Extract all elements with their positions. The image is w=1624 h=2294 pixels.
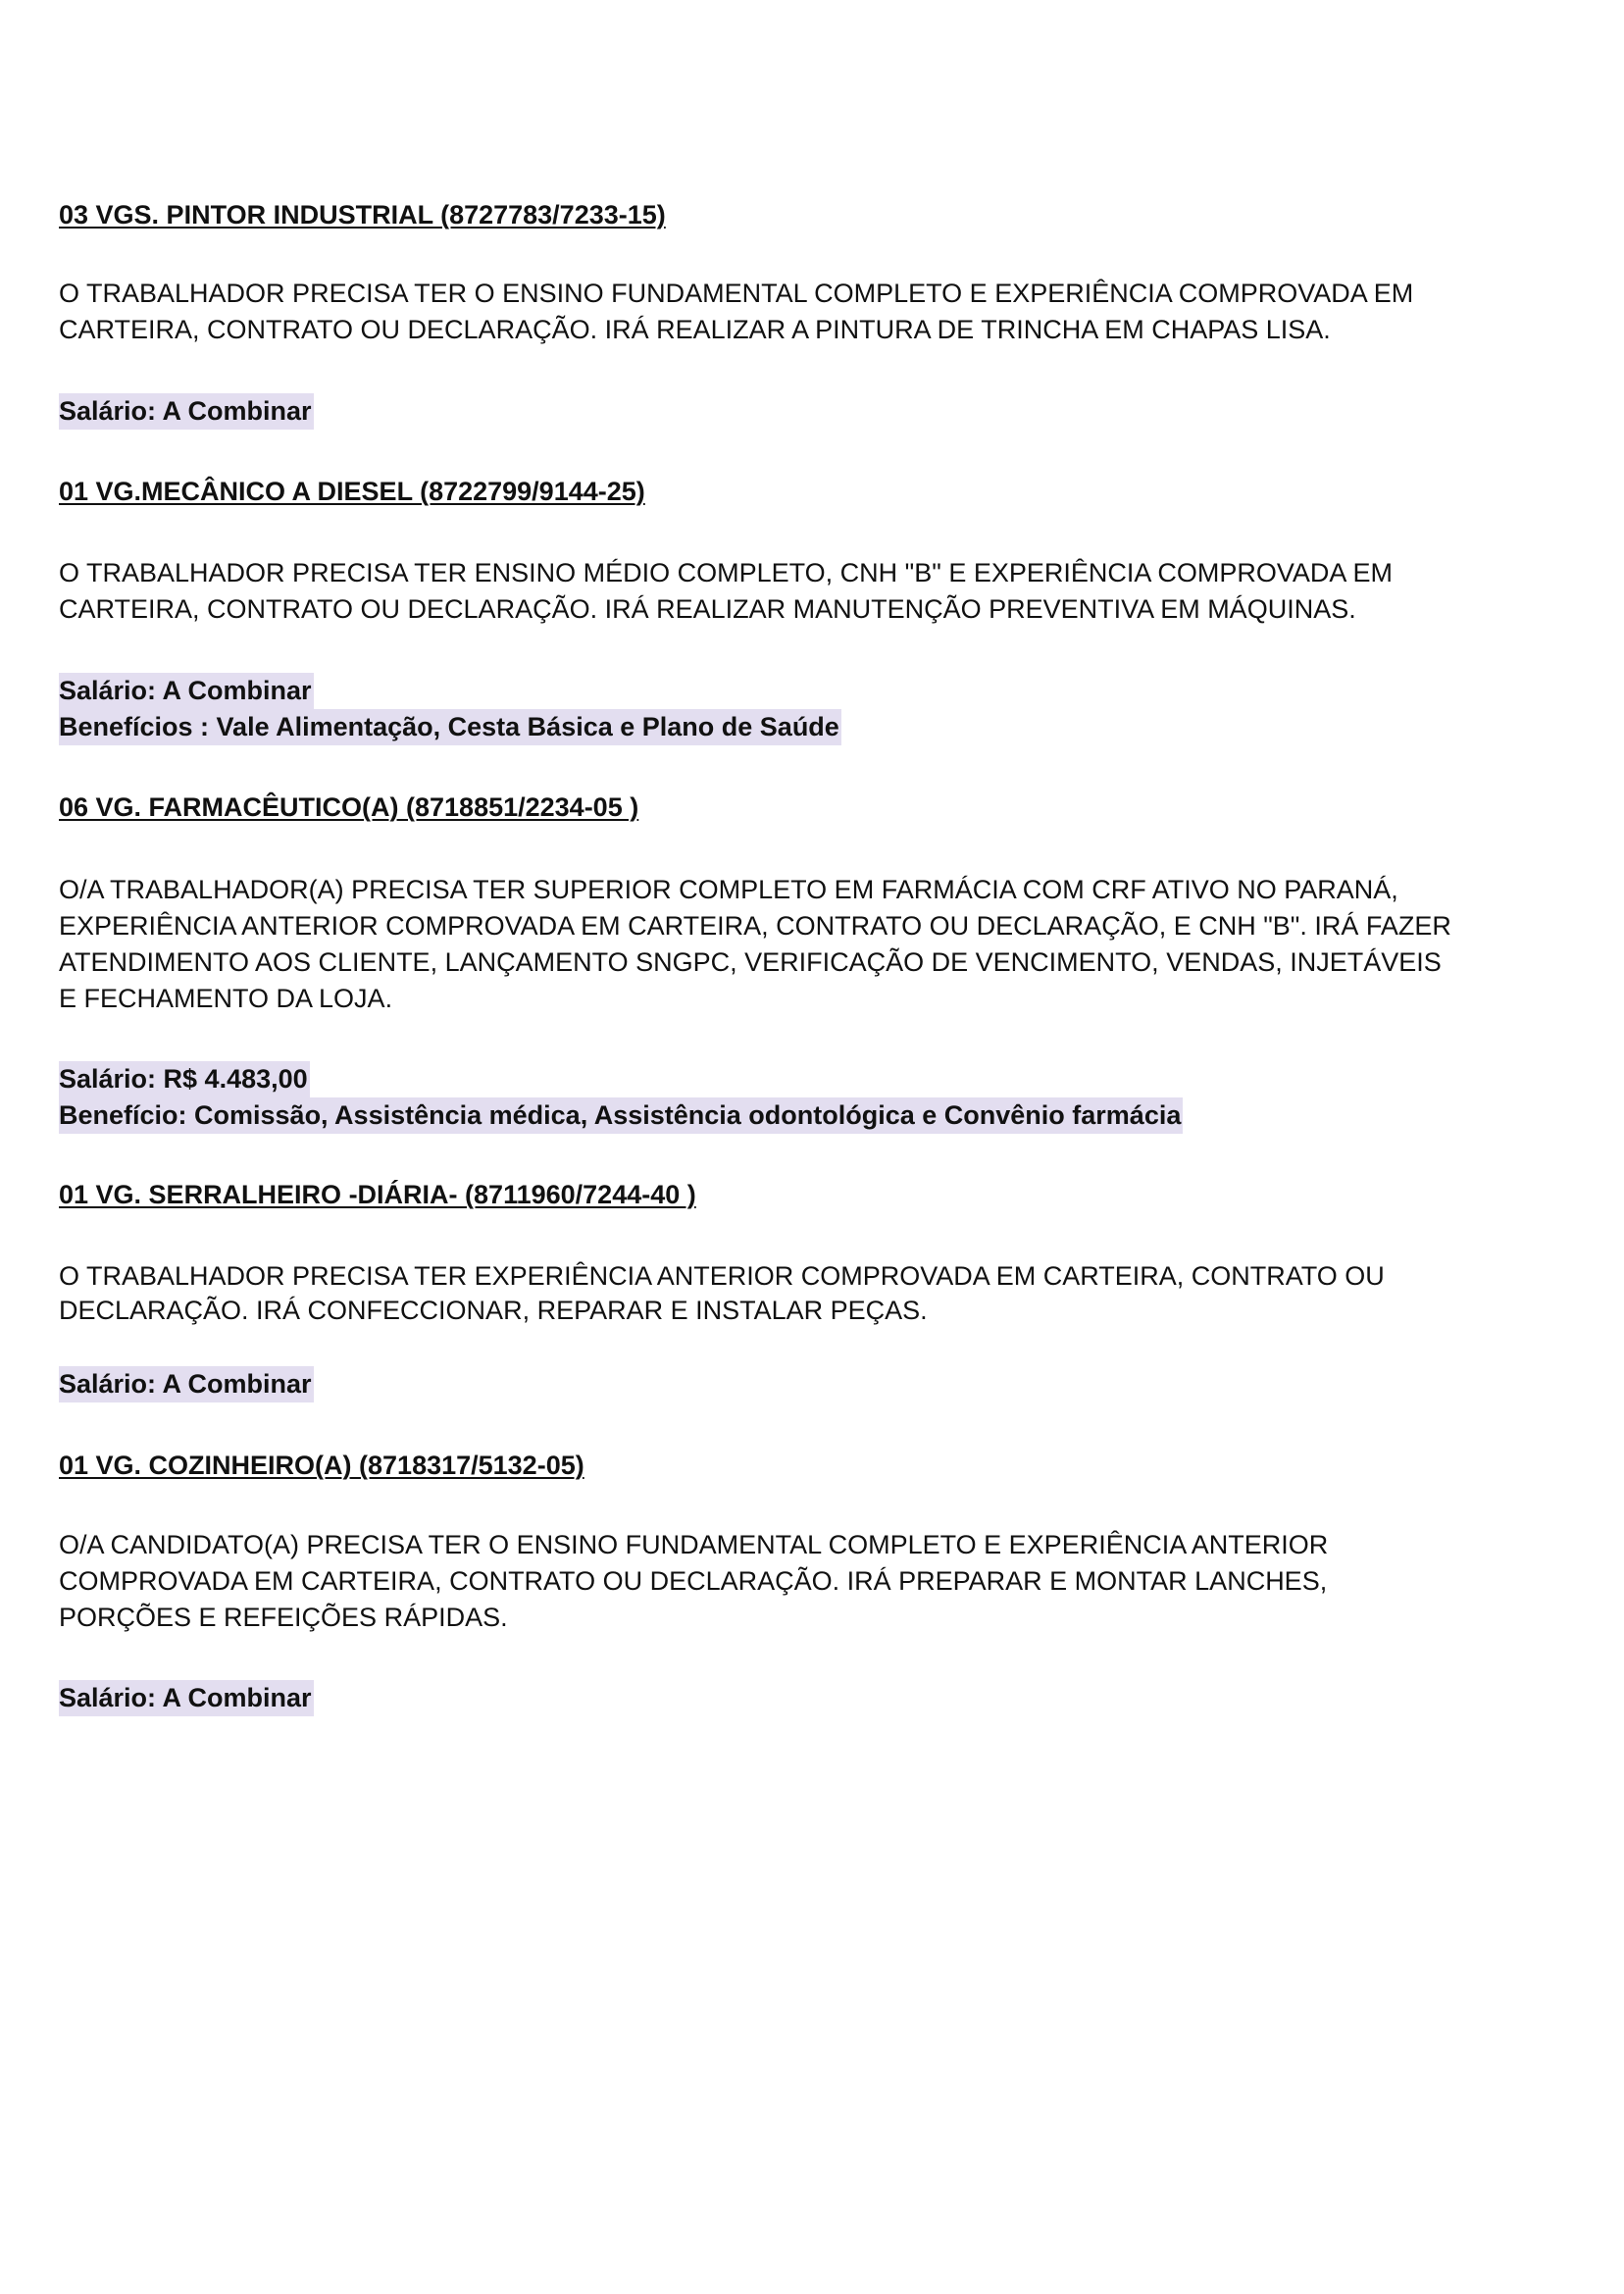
job-description-line: O TRABALHADOR PRECISA TER O ENSINO FUNDAMENTAL COMPLETO E EXPERIÊNCIA COMPROVADA EM bbox=[59, 279, 1414, 308]
job-title-serralheiro: 01 VG. SERRALHEIRO -DIÁRIA- (8711960/7244-40 ) bbox=[59, 1180, 696, 1209]
job-description-line: E FECHAMENTO DA LOJA. bbox=[59, 984, 393, 1013]
job-description-line: O TRABALHADOR PRECISA TER ENSINO MÉDIO COMPLETO, CNH "B" E EXPERIÊNCIA COMPROVADA EM bbox=[59, 558, 1393, 587]
job-description-line: EXPERIÊNCIA ANTERIOR COMPROVADA EM CARTEIRA, CONTRATO OU DECLARAÇÃO, E CNH "B". IRÁ FAZER bbox=[59, 911, 1451, 941]
job-description-line: CARTEIRA, CONTRATO OU DECLARAÇÃO. IRÁ REALIZAR MANUTENÇÃO PREVENTIVA EM MÁQUINAS. bbox=[59, 594, 1356, 624]
salary-label: Salário: A Combinar bbox=[59, 1366, 314, 1402]
job-description-line: O/A TRABALHADOR(A) PRECISA TER SUPERIOR COMPLETO EM FARMÁCIA COM CRF ATIVO NO PARANÁ, bbox=[59, 875, 1398, 904]
job-title-cozinheiro: 01 VG. COZINHEIRO(A) (8718317/5132-05) bbox=[59, 1451, 584, 1480]
salary-label: Salário: A Combinar bbox=[59, 673, 314, 709]
job-title-mecanico-diesel: 01 VG.MECÂNICO A DIESEL (8722799/9144-25) bbox=[59, 477, 645, 506]
benefits-label: Benefício: Comissão, Assistência médica, Assistência odontológica e Convênio farmácia bbox=[59, 1097, 1183, 1134]
job-description-line: DECLARAÇÃO. IRÁ CONFECCIONAR, REPARAR E INSTALAR PEÇAS. bbox=[59, 1296, 928, 1325]
job-title-farmaceutico: 06 VG. FARMACÊUTICO(A) (8718851/2234-05 ) bbox=[59, 792, 639, 822]
job-description-line: COMPROVADA EM CARTEIRA, CONTRATO OU DECLARAÇÃO. IRÁ PREPARAR E MONTAR LANCHES, bbox=[59, 1566, 1328, 1596]
salary-label: Salário: R$ 4.483,00 bbox=[59, 1061, 310, 1097]
job-title-pintor-industrial: 03 VGS. PINTOR INDUSTRIAL (8727783/7233-15) bbox=[59, 200, 666, 229]
job-description-line: PORÇÕES E REFEIÇÕES RÁPIDAS. bbox=[59, 1603, 508, 1632]
salary-label: Salário: A Combinar bbox=[59, 1680, 314, 1716]
job-description-line: O TRABALHADOR PRECISA TER EXPERIÊNCIA ANTERIOR COMPROVADA EM CARTEIRA, CONTRATO OU bbox=[59, 1261, 1385, 1291]
job-description-line: CARTEIRA, CONTRATO OU DECLARAÇÃO. IRÁ REALIZAR A PINTURA DE TRINCHA EM CHAPAS LISA. bbox=[59, 315, 1331, 344]
salary-label: Salário: A Combinar bbox=[59, 393, 314, 430]
job-description-line: ATENDIMENTO AOS CLIENTE, LANÇAMENTO SNGPC, VERIFICAÇÃO DE VENCIMENTO, VENDAS, INJETÁVEIS bbox=[59, 947, 1442, 977]
job-description-line: O/A CANDIDATO(A) PRECISA TER O ENSINO FUNDAMENTAL COMPLETO E EXPERIÊNCIA ANTERIOR bbox=[59, 1530, 1329, 1559]
benefits-label: Benefícios : Vale Alimentação, Cesta Básica e Plano de Saúde bbox=[59, 709, 841, 745]
